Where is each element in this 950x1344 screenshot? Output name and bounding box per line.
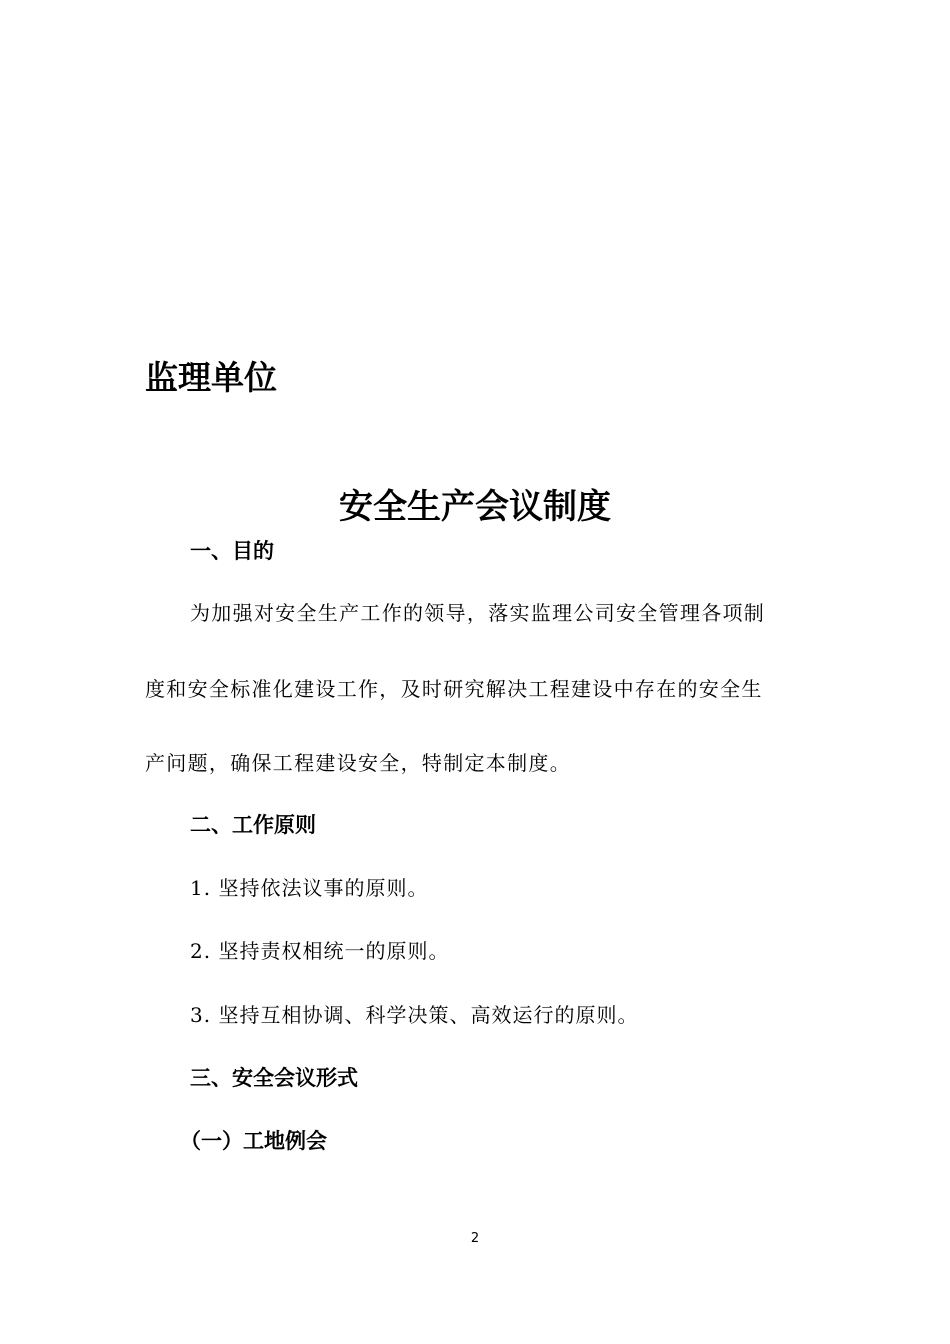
document-title: 安全生产会议制度 (339, 487, 611, 527)
purpose-paragraph-line-2: 度和安全标准化建设工作，及时研究解决工程建设中存在的安全生 (145, 677, 763, 701)
page-number: 2 (470, 1231, 480, 1246)
principle-item-1: 1. 坚持依法议事的原则。 (190, 876, 429, 900)
purpose-paragraph-line-3: 产问题，确保工程建设安全，特制定本制度。 (145, 751, 571, 775)
purpose-paragraph-line-1: 为加强对安全生产工作的领导，落实监理公司安全管理各项制 (190, 601, 766, 625)
principle-item-3: 3. 坚持互相协调、科学决策、高效运行的原则。 (190, 1003, 639, 1027)
unit-label: 监理单位 (145, 358, 277, 397)
sub-heading-site-meeting: （一）工地例会 (180, 1129, 327, 1153)
section-heading-purpose: 一、目的 (190, 539, 274, 563)
section-heading-forms: 三、安全会议形式 (190, 1066, 358, 1090)
section-heading-principles: 二、工作原则 (190, 813, 316, 837)
principle-item-2: 2. 坚持责权相统一的原则。 (190, 939, 450, 963)
